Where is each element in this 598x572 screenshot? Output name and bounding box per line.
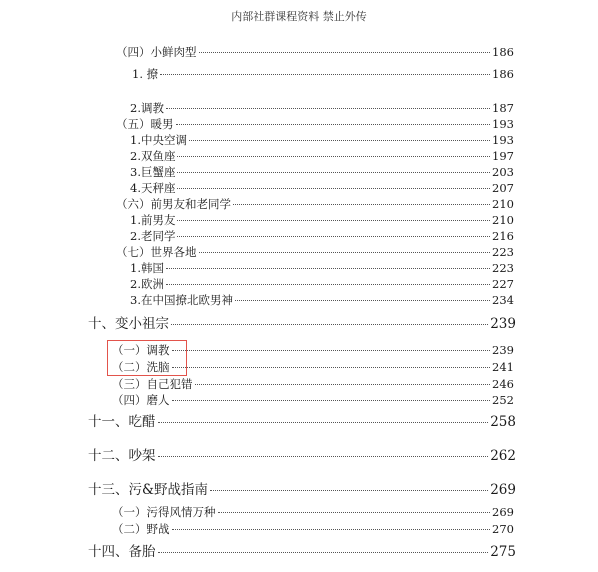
toc-entry-page: 216 (492, 229, 514, 243)
dot-leader (218, 512, 491, 513)
dot-leader (158, 456, 489, 457)
toc-entry[interactable] (116, 44, 514, 60)
toc-entry-label: 3.在中国撩北欧男神 (130, 293, 233, 307)
toc-entry-page: 210 (492, 197, 514, 211)
dot-leader (160, 74, 490, 75)
toc-entry-page: 241 (492, 360, 514, 374)
toc-entry-page: 239 (492, 343, 514, 357)
toc-entry-label: （四）小鲜肉型 (116, 45, 197, 59)
dot-leader (177, 188, 490, 189)
toc-entry[interactable] (112, 504, 514, 520)
toc-entry[interactable] (112, 376, 514, 392)
dot-leader (177, 220, 490, 221)
toc-entry[interactable] (112, 359, 514, 375)
toc-entry-page: 193 (492, 133, 514, 147)
toc-entry-page: 223 (492, 245, 514, 259)
toc-entry[interactable] (130, 100, 514, 116)
toc-entry-label: （三）自己犯错 (112, 377, 193, 391)
dot-leader (171, 324, 488, 325)
toc-entry-page: 207 (492, 181, 514, 195)
toc-entry-label: 十一、吃醋 (88, 414, 156, 430)
toc-entry-page: 203 (492, 165, 514, 179)
toc-entry-label: （七）世界各地 (116, 245, 197, 259)
toc-entry[interactable] (112, 392, 514, 408)
toc-chapter[interactable] (88, 446, 516, 466)
toc-entry-page: 186 (492, 45, 514, 59)
dot-leader (172, 529, 491, 530)
toc-entry-label: 2.欧洲 (130, 277, 164, 291)
toc-entry-label: 2.老同学 (130, 229, 176, 243)
dot-leader (166, 108, 490, 109)
toc-entry-label: （六）前男友和老同学 (116, 197, 231, 211)
dot-leader (195, 384, 491, 385)
toc-entry-page: 270 (492, 522, 514, 536)
toc-entry-label: 2.双鱼座 (130, 149, 176, 163)
toc-entry-label: 十二、吵架 (88, 448, 156, 464)
toc-entry-label: （一）调教 (112, 343, 170, 357)
toc-entry[interactable] (112, 521, 514, 537)
dot-leader (172, 400, 491, 401)
toc-entry[interactable] (130, 180, 514, 196)
toc-entry[interactable] (116, 244, 514, 260)
toc-entry-label: 十、变小祖宗 (88, 316, 169, 332)
dot-leader (166, 268, 490, 269)
toc-entry-label: 1. 撩 (132, 67, 159, 81)
toc-entry-page: 197 (492, 149, 514, 163)
toc-entry-label: 1.韩国 (130, 261, 164, 275)
dot-leader (199, 52, 491, 53)
toc-entry[interactable] (130, 212, 514, 228)
dot-leader (210, 490, 488, 491)
toc-entry-label: 2.调教 (130, 101, 164, 115)
toc-entry-label: （二）洗脑 (112, 360, 170, 374)
toc-entry-page: 269 (492, 505, 514, 519)
watermark-overlay (254, 553, 366, 567)
dot-leader (189, 140, 490, 141)
toc-entry[interactable] (130, 164, 514, 180)
toc-entry-label: 1.中央空调 (130, 133, 187, 147)
toc-entry-page: 258 (490, 414, 516, 430)
toc-entry-label: （四）磨人 (112, 393, 170, 407)
toc-chapter[interactable] (88, 412, 516, 432)
toc-entry-page: 186 (492, 67, 514, 81)
toc-entry-label: 十四、备胎 (88, 544, 156, 560)
toc-entry-label: （一）污得风情万种 (112, 505, 216, 519)
toc-entry-page: 239 (490, 316, 516, 332)
page-header: 内部社群课程资料 禁止外传 (231, 10, 367, 23)
toc-entry[interactable] (116, 116, 514, 132)
toc-entry-page: 223 (492, 261, 514, 275)
toc-entry[interactable] (132, 66, 514, 82)
dot-leader (233, 204, 490, 205)
dot-leader (177, 172, 490, 173)
toc-entry-page: 246 (492, 377, 514, 391)
dot-leader (172, 367, 491, 368)
toc-entry[interactable] (116, 196, 514, 212)
dot-leader (176, 124, 491, 125)
toc-entry-page: 210 (492, 213, 514, 227)
toc-entry[interactable] (130, 276, 514, 292)
toc-entry[interactable] (130, 260, 514, 276)
toc-entry[interactable] (130, 292, 514, 308)
dot-leader (235, 300, 490, 301)
toc-entry-page: 193 (492, 117, 514, 131)
toc-entry-label: 4.天秤座 (130, 181, 176, 195)
toc-entry-page: 234 (492, 293, 514, 307)
toc-chapter[interactable] (88, 314, 516, 334)
toc-entry[interactable] (112, 342, 514, 358)
toc-entry[interactable] (130, 228, 514, 244)
toc-chapter[interactable] (88, 480, 516, 500)
toc-entry-page: 227 (492, 277, 514, 291)
toc-entry-label: 十三、污&野战指南 (88, 482, 209, 498)
dot-leader (158, 422, 489, 423)
dot-leader (166, 284, 490, 285)
toc-entry-label: （五）暖男 (116, 117, 174, 131)
dot-leader (177, 156, 490, 157)
toc-entry-page: 252 (492, 393, 514, 407)
toc-entry[interactable] (130, 148, 514, 164)
dot-leader (172, 350, 491, 351)
toc-entry-page: 187 (492, 101, 514, 115)
toc-entry-label: （二）野战 (112, 522, 170, 536)
toc-entry-page: 262 (490, 448, 516, 464)
toc-entry-page: 275 (490, 544, 516, 560)
dot-leader (177, 236, 490, 237)
toc-entry[interactable] (130, 132, 514, 148)
toc-entry-page: 269 (490, 482, 516, 498)
toc-entry-label: 1.前男友 (130, 213, 176, 227)
dot-leader (199, 252, 491, 253)
toc-entry-label: 3.巨蟹座 (130, 165, 176, 179)
